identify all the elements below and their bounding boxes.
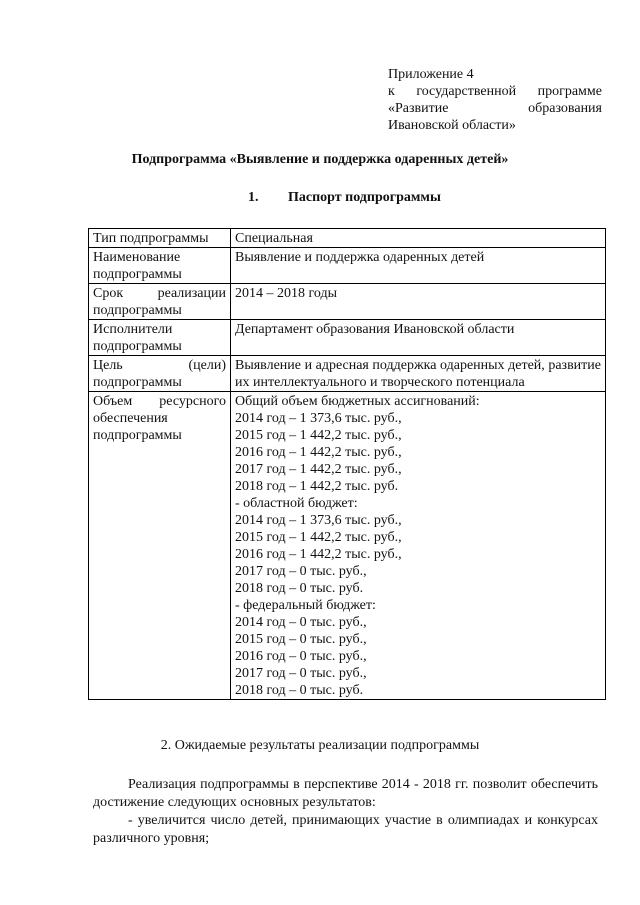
table-row bbox=[89, 284, 606, 320]
funding-line: 2014 год – 1 373,6 тыс. руб., bbox=[235, 513, 402, 528]
funding-line: 2017 год – 0 тыс. руб., bbox=[235, 564, 367, 579]
term-label bbox=[89, 284, 231, 320]
type-label: Тип подпрограммы bbox=[89, 229, 231, 248]
funding-line: 2018 год – 0 тыс. руб. bbox=[235, 683, 364, 698]
passport-table bbox=[88, 228, 606, 700]
funding-line: 2014 год – 0 тыс. руб., bbox=[235, 615, 367, 630]
appendix-line-4: Ивановской области» bbox=[388, 118, 516, 133]
name-label-line-1: Наименование bbox=[93, 250, 181, 265]
section-1-title: Паспорт подпрограммы bbox=[288, 190, 441, 205]
table-row bbox=[89, 392, 606, 700]
name-label-line-2: подпрограммы bbox=[93, 267, 182, 282]
funding-line: - федеральный бюджет: bbox=[235, 598, 376, 613]
appendix-line-1: Приложение 4 bbox=[388, 67, 474, 82]
funding-line: 2015 год – 1 442,2 тыс. руб., bbox=[235, 530, 402, 545]
funding-line: 2016 год – 1 442,2 тыс. руб., bbox=[235, 547, 402, 562]
funding-line: 2018 год – 1 442,2 тыс. руб. bbox=[235, 479, 399, 494]
funding-line: 2016 год – 1 442,2 тыс. руб., bbox=[235, 445, 402, 460]
goal-label-line-1: Цель (цели) bbox=[93, 358, 226, 373]
term-label-line-2: подпрограммы bbox=[93, 303, 182, 318]
funding-line: 2014 год – 1 373,6 тыс. руб., bbox=[235, 411, 402, 426]
term-value: 2014 – 2018 годы bbox=[231, 284, 606, 320]
name-value: Выявление и поддержка одаренных детей bbox=[231, 248, 606, 284]
funding-line: Общий объем бюджетных ассигнований: bbox=[235, 394, 480, 409]
table-row bbox=[89, 320, 606, 356]
section-2-heading: 2. Ожидаемые результаты реализации подпрограммы bbox=[160, 738, 480, 753]
funding-label-line-2: обеспечения bbox=[93, 411, 168, 426]
section-1-number: 1. bbox=[248, 190, 259, 205]
funding-line: 2016 год – 0 тыс. руб., bbox=[235, 649, 367, 664]
funding-line: 2017 год – 1 442,2 тыс. руб., bbox=[235, 462, 402, 477]
funding-label-line-1: Объем ресурсного bbox=[93, 394, 226, 409]
appendix-header bbox=[388, 66, 602, 134]
funding-label-line-3: подпрограммы bbox=[93, 428, 182, 443]
name-label bbox=[89, 248, 231, 284]
body-paragraph-2: - увеличится число детей, принимающих участие в олимпиадах и конкурсах различного уровня; bbox=[93, 813, 598, 846]
funding-line: 2015 год – 0 тыс. руб., bbox=[235, 632, 367, 647]
appendix-line-2: к государственной программе bbox=[388, 84, 602, 99]
subprogram-title: Подпрограмма «Выявление и поддержка одаренных детей» bbox=[131, 152, 509, 167]
appendix-line-3: «Развитие образования bbox=[388, 101, 602, 116]
funding-line: - областной бюджет: bbox=[235, 496, 358, 511]
goal-label bbox=[89, 356, 231, 392]
executors-label bbox=[89, 320, 231, 356]
funding-value bbox=[231, 392, 606, 700]
funding-line: 2018 год – 0 тыс. руб. bbox=[235, 581, 364, 596]
funding-label bbox=[89, 392, 231, 700]
goal-value: Выявление и адресная поддержка одаренных детей, развитие их интеллектуального и творческого потенциала bbox=[231, 356, 606, 392]
type-value: Специальная bbox=[231, 229, 606, 248]
goal-label-line-2: подпрограммы bbox=[93, 375, 182, 390]
table-row bbox=[89, 356, 606, 392]
executors-label-line-2: подпрограммы bbox=[93, 339, 182, 354]
table-row bbox=[89, 229, 606, 248]
executors-label-line-1: Исполнители bbox=[93, 322, 173, 337]
executors-value: Департамент образования Ивановской области bbox=[231, 320, 606, 356]
term-label-line-1: Срок реализации bbox=[93, 286, 226, 301]
table-row bbox=[89, 248, 606, 284]
body-paragraph-1: Реализация подпрограммы в перспективе 2014 - 2018 гг. позволит обеспечить достижение следующих основных результатов: bbox=[93, 777, 598, 810]
funding-line: 2017 год – 0 тыс. руб., bbox=[235, 666, 367, 681]
funding-line: 2015 год – 1 442,2 тыс. руб., bbox=[235, 428, 402, 443]
